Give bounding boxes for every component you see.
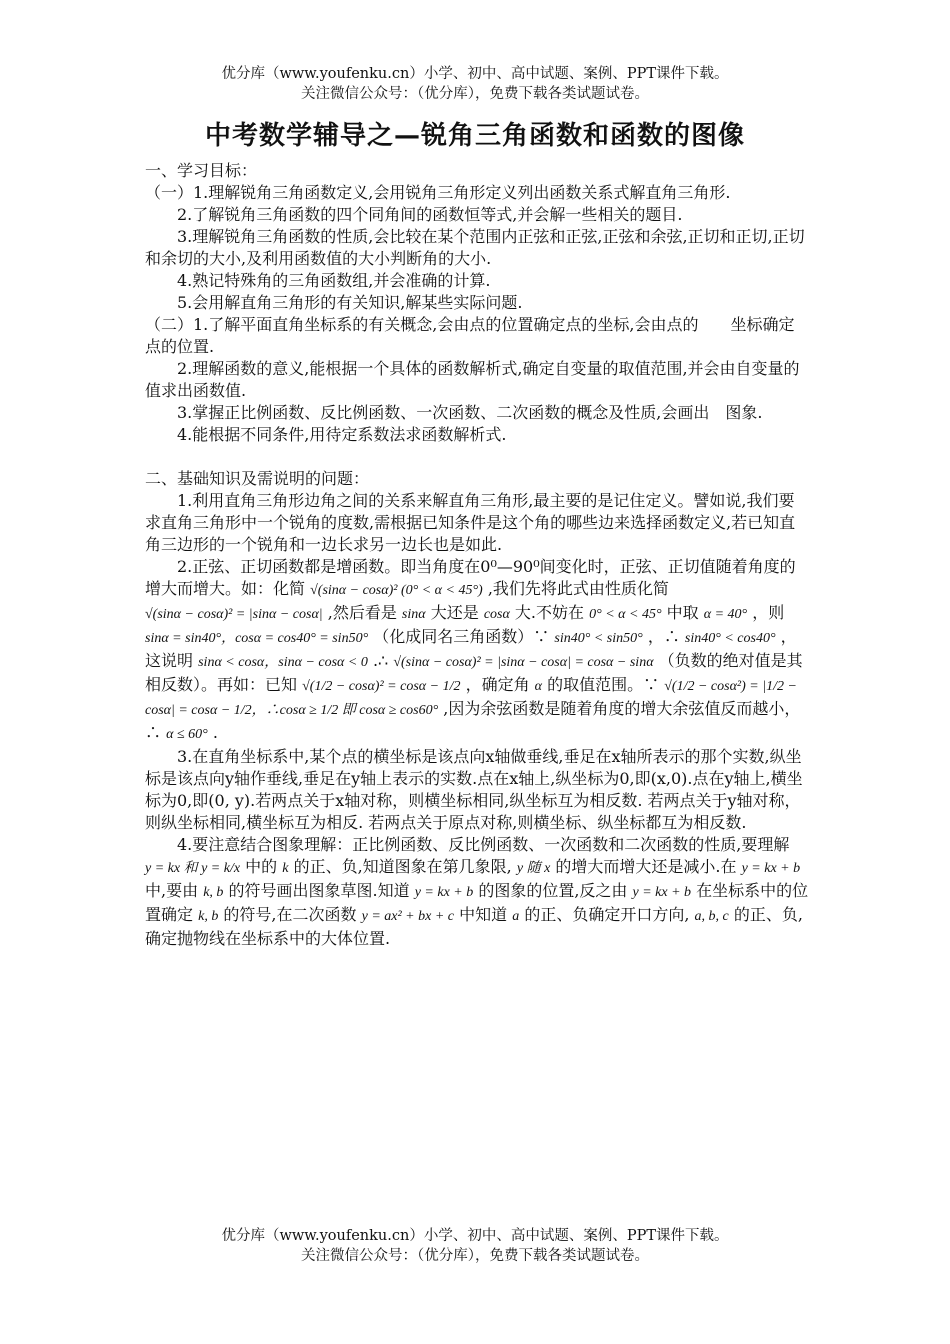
header-line-2: 关注微信公众号：（优分库），免费下载各类试题试卷。	[301, 86, 649, 102]
p2-formula-13: α	[534, 679, 543, 694]
p4-text-8: 在坐标系中的位置确定	[145, 881, 809, 924]
goal-1-5: 5.会用解直角三角形的有关知识,解某些实际问题.	[177, 293, 523, 312]
goal-2-1: （二）1.了解平面直角坐标系的有关概念,会由点的位置确定点的坐标,会由点的 坐标确定点的位置.	[145, 315, 795, 356]
p4-text-5: 中,要由	[145, 881, 199, 900]
p2-formula-8: sin40° < sin50°	[554, 631, 643, 646]
p4-formula-6: y = kx + b	[414, 885, 474, 900]
p2-text-14: 的取值范围。∵	[547, 675, 660, 694]
goal-2-4: 4.能根据不同条件,用待定系数法求函数解析式.	[177, 425, 507, 444]
p2-text-4: 大还是	[430, 603, 479, 622]
page-header	[0, 64, 950, 104]
p2-text-11: .∴	[372, 651, 389, 670]
p4-text-6: 的符号画出图象草图.知道	[228, 881, 410, 900]
goal-2-3: 3.掌握正比例函数、反比例函数、一次函数、二次函数的概念及性质,会画出 图象.	[177, 403, 763, 422]
p4-text-4: 的增大而增大还是减小.在	[555, 857, 737, 876]
p2-text-9: ，∴	[647, 627, 680, 646]
p2-text-12: （负数的绝对值是其相反数）。再如：已知	[145, 651, 803, 694]
p2-text-13: ，确定角	[465, 675, 530, 694]
p4-formula-2: k	[282, 861, 289, 876]
paragraph-2	[145, 556, 810, 746]
p4-formula-11: a, b, c	[694, 909, 729, 924]
p2-formula-4: cosα	[483, 607, 510, 622]
document-body	[145, 160, 810, 950]
p2-formula-6: α = 40°	[703, 607, 748, 622]
p2-formula-14: √(1/2 − cosα²) = |1/2 − cosα| = cosα − 1/2，∴cosα ≥ 1/2 即 cosα ≥ cos60°	[145, 679, 797, 718]
p4-text-11: 的正、负确定开口方向,	[524, 905, 690, 924]
p4-text-3: 的正、负,知道图象在第几象限,	[293, 857, 512, 876]
paragraph-3: 3.在直角坐标系中,某个点的横坐标是该点向x轴做垂线,垂足在x轴所表示的那个实数,纵坐标是该点向y轴作垂线,垂足在y轴上表示的实数.点在x轴上,纵坐标为0,即(x,0).点在y轴上,横坐标为0,即(0, y).若两点关于x轴对称，则横坐标相同,纵坐标互为相反数. 若两点关于y轴对称，则纵坐标相同,横坐标互为相反. 若两点关于原点对称,则横坐标、纵坐标都互为相反数.	[145, 747, 803, 832]
p2-text-1: 2.正弦、正切函数都是增函数。即当角度在0⁰—90⁰间变化时，正弦、正切值随着角度的增大而增大。如：化简	[145, 557, 796, 598]
section-1-heading: 一、学习目标：	[145, 161, 258, 180]
p2-formula-7: sinα = sin40°，cosα = cos40° = sin50°	[145, 631, 369, 646]
p2-formula-1: √(sinα − cosα)² (0° < α < 45°)	[310, 583, 483, 598]
p2-text-16: .	[212, 723, 218, 742]
p2-formula-9: sin40° < cos40°	[684, 631, 776, 646]
goal-1-1: （一）1.理解锐角三角函数定义,会用锐角三角形定义列出函数关系式解直角三角形.	[145, 183, 731, 202]
footer-line-1: 优分库（www.youfenku.cn）小学、初中、高中试题、案例、PPT课件下载。	[221, 1228, 729, 1244]
p2-text-7: ，则	[752, 603, 785, 622]
paragraph-4	[145, 834, 810, 950]
p4-formula-9: y = ax² + bx + c	[361, 909, 455, 924]
p2-formula-11: √(sinα − cosα)² = |sinα − cosα| = cosα − sinα	[393, 655, 654, 670]
p4-text-7: 的图象的位置,反之由	[478, 881, 628, 900]
p4-text-12: 的正、负,确定抛物线在坐标系中的大体位置.	[145, 905, 803, 948]
p4-formula-4: y = kx + b	[741, 861, 801, 876]
goal-1-4: 4.熟记特殊角的三角函数组,并会准确的计算.	[177, 271, 491, 290]
p2-text-8: （化成同名三角函数）∵	[373, 627, 550, 646]
section-2-heading: 二、基础知识及需说明的问题：	[145, 469, 370, 488]
p2-text-2: ,我们先将此式由性质化简	[487, 579, 669, 598]
p2-formula-3: sinα	[401, 607, 426, 622]
p4-formula-3: y 随 x	[516, 861, 551, 876]
footer-line-2: 关注微信公众号：（优分库），免费下载各类试题试卷。	[301, 1248, 649, 1264]
p4-formula-1: y = kx 和 y = k/x	[145, 861, 241, 876]
p2-formula-5: 0° < α < 45°	[589, 607, 662, 622]
paragraph-1: 1.利用直角三角形边角之间的关系来解直角三角形,最主要的是记住定义。譬如说,我们要求直角三角形中一个锐角的度数,需根据已知条件是这个角的哪些边来选择函数定义,若已知直角三边形的一个锐角和一边长求另一边长也是如此.	[145, 491, 796, 554]
header-line-1: 优分库（www.youfenku.cn）小学、初中、高中试题、案例、PPT课件下载。	[221, 66, 729, 82]
p2-formula-12: √(1/2 − cosα)² = cosα − 1/2	[302, 679, 461, 694]
p4-formula-8: k, b	[198, 909, 219, 924]
p4-formula-7: y = kx + b	[632, 885, 692, 900]
p2-text-15: ,因为余弦函数是随着角度的增大余弦值反而越小，∴	[145, 699, 801, 742]
p4-formula-5: k, b	[203, 885, 224, 900]
p2-formula-15: α ≤ 60°	[166, 727, 208, 742]
p4-formula-10: a	[512, 909, 520, 924]
p2-formula-2: √(sinα − cosα)² = |sinα − cosα|	[145, 607, 323, 622]
p4-text-2: 中的	[245, 857, 278, 876]
p2-text-10: ，这说明	[145, 627, 797, 670]
p2-formula-10: sinα < cosα，sinα − cosα < 0	[198, 655, 368, 670]
p4-text-10: 中知道	[459, 905, 508, 924]
goal-1-2: 2.了解锐角三角函数的四个同角间的函数恒等式,并会解一些相关的题目.	[177, 205, 683, 224]
p2-text-5: 大.不妨在	[514, 603, 585, 622]
goal-1-3: 3.理解锐角三角函数的性质,会比较在某个范围内正弦和正弦,正弦和余弦,正切和正切,正切和余切的大小,及利用函数值的大小判断角的大小.	[145, 227, 805, 268]
p2-text-3: ,然后看是	[327, 603, 397, 622]
p4-text-9: 的符号,在二次函数	[223, 905, 357, 924]
p2-text-6: 中取	[666, 603, 699, 622]
document-title: 中考数学辅导之—锐角三角函数和函数的图像	[204, 121, 745, 151]
p4-text-1: 4.要注意结合图象理解：正比例函数、反比例函数、一次函数和二次函数的性质,要理解	[177, 835, 790, 854]
goal-2-2: 2.理解函数的意义,能根据一个具体的函数解析式,确定自变量的取值范围,并会由自变量的值求出函数值.	[145, 359, 800, 400]
page-footer	[0, 1226, 950, 1266]
